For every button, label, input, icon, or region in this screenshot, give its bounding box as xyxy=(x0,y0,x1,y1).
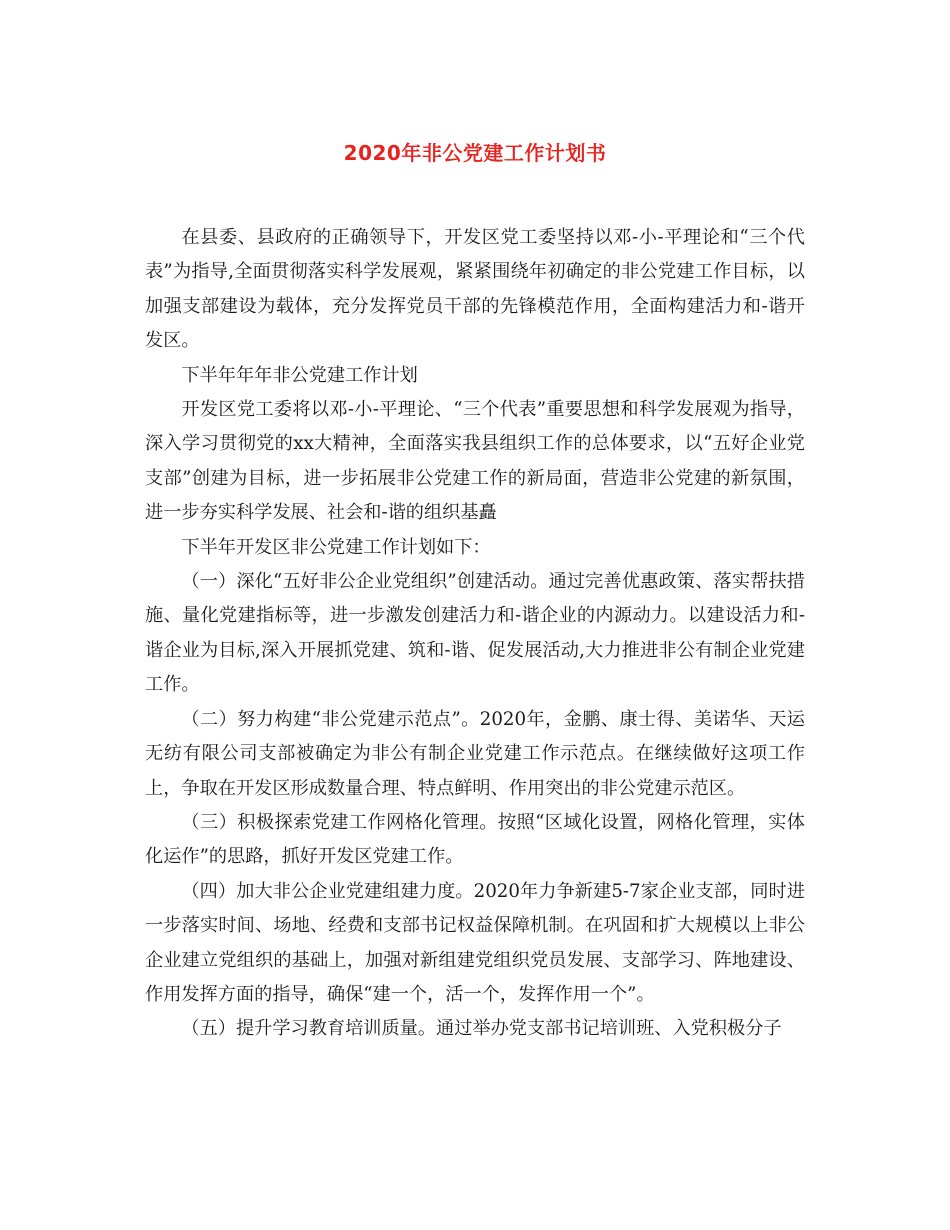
paragraph-item-4: （四）加大非公企业党建组建力度。2020年力争新建5-7家企业支部，同时进一步落实时间、场地、经费和支部书记权益保障机制。在巩固和扩大规模以上非公企业建立党组织的基础上，加强对新组建党组织党员发展、支部学习、阵地建设、作用发挥方面的指导，确保“建一个，活一个，发挥作用一个”。 xyxy=(145,880,805,1005)
paragraph-item-2: （二）努力构建“非公党建示范点”。2020年，金鹏、康士得、美诺华、天运无纺有限公司支部被确定为非公有制企业党建工作示范点。在继续做好这项工作上，争取在开发区形成数量合理、特点鲜明、作用突出的非公党建示范区。 xyxy=(145,708,805,799)
paragraph-plan-lead: 下半年开发区非公党建工作计划如下： xyxy=(181,536,491,558)
paragraph-item-3: （三）积极探索党建工作网格化管理。按照“区域化设置，网格化管理，实体化运作”的思路，抓好开发区党建工作。 xyxy=(145,811,805,868)
paragraph-item-1: （一）深化“五好非公企业党组织”创建活动。通过完善优惠政策、落实帮扶措施、量化党建指标等，进一步激发创建活力和-谐企业的内源动力。以建设活力和-谐企业为目标,深入开展抓党建、筑和-谐、促发展活动,大力推进非公有制企业党建工作。 xyxy=(145,571,805,696)
paragraph-subheading: 下半年年年非公党建工作计划 xyxy=(181,364,418,386)
paragraph-item-5: （五）提升学习教育培训质量。通过举办党支部书记培训班、入党积极分子 xyxy=(181,1018,782,1040)
document-title: 2020年非公党建工作计划书 xyxy=(343,141,607,165)
paragraph-plan-overview: 开发区党工委将以邓-小-平理论、“三个代表”重要思想和科学发展观为指导，深入学习贯彻党的xx大精神，全面落实我县组织工作的总体要求，以“五好企业党支部”创建为目标，进一步拓展非公党建工作的新局面，营造非公党建的新氛围，进一步夯实科学发展、社会和-谐的组织基矗 xyxy=(145,399,805,524)
paragraph-intro: 在县委、县政府的正确领导下，开发区党工委坚持以邓-小-平理论和“三个代表”为指导,全面贯彻落实科学发展观，紧紧围绕年初确定的非公党建工作目标，以加强支部建设为载体，充分发挥党员干部的先锋模范作用，全面构建活力和-谐开发区。 xyxy=(145,227,805,352)
document-body xyxy=(145,221,805,1047)
